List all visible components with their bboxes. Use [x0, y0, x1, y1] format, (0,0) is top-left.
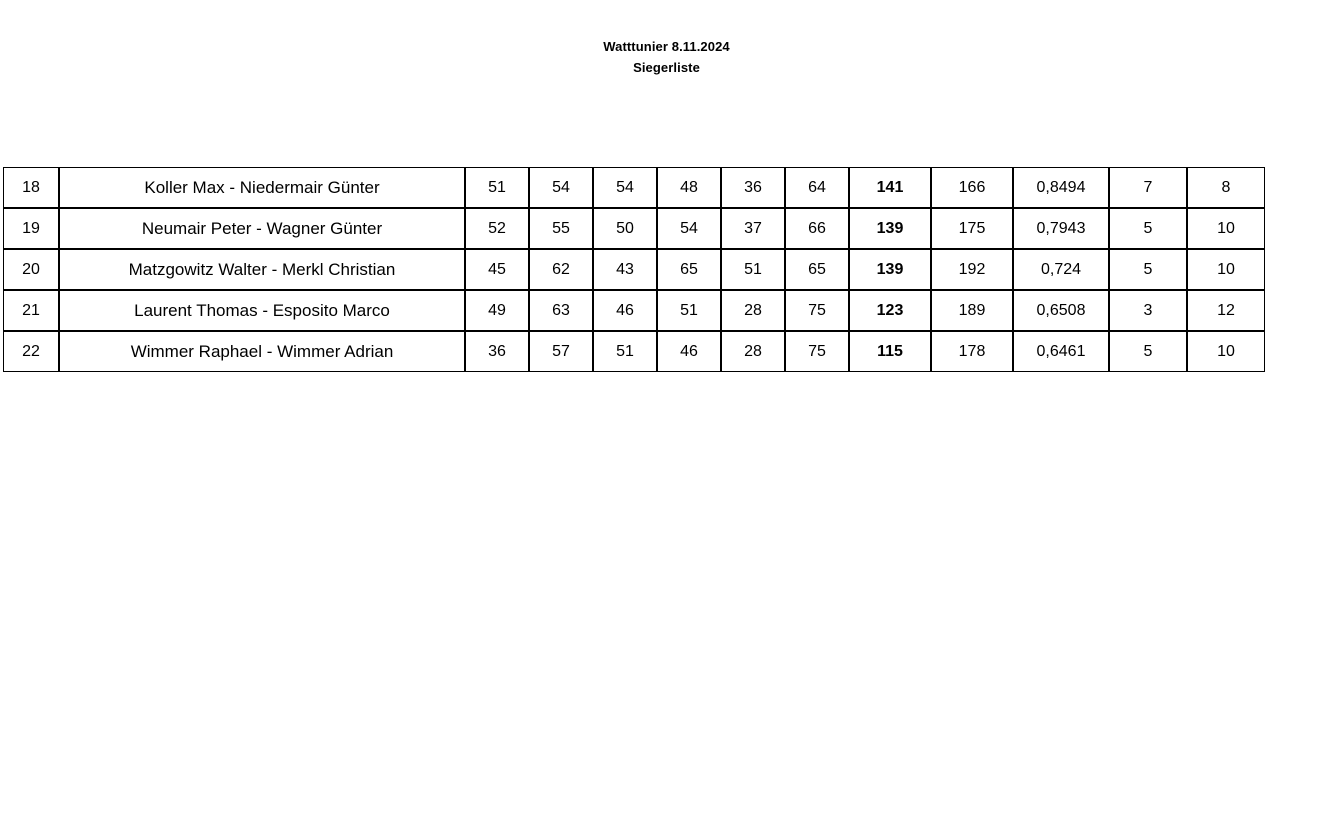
- cell-game3-score-b: 64: [785, 167, 849, 208]
- cell-quotient: 0,6508: [1013, 290, 1109, 331]
- cell-games-lost: 10: [1187, 249, 1265, 290]
- cell-total-points: 123: [849, 290, 931, 331]
- cell-team-names: Matzgowitz Walter - Merkl Christian: [59, 249, 465, 290]
- cell-total-points: 141: [849, 167, 931, 208]
- cell-game3-score-b: 66: [785, 208, 849, 249]
- cell-game1-score-a: 51: [465, 167, 529, 208]
- cell-team-names: Koller Max - Niedermair Günter: [59, 167, 465, 208]
- cell-team-names: Laurent Thomas - Esposito Marco: [59, 290, 465, 331]
- table-row: [3, 290, 1265, 331]
- cell-points-against: 189: [931, 290, 1013, 331]
- cell-game2-score-a: 46: [593, 290, 657, 331]
- cell-games-won: 7: [1109, 167, 1187, 208]
- cell-game2-score-b: 48: [657, 167, 721, 208]
- cell-points-against: 175: [931, 208, 1013, 249]
- cell-points-against: 166: [931, 167, 1013, 208]
- cell-quotient: 0,7943: [1013, 208, 1109, 249]
- cell-game1-score-b: 54: [529, 167, 593, 208]
- cell-points-against: 178: [931, 331, 1013, 372]
- cell-game2-score-a: 50: [593, 208, 657, 249]
- cell-game3-score-a: 28: [721, 331, 785, 372]
- cell-games-won: 5: [1109, 208, 1187, 249]
- cell-rank: 21: [3, 290, 59, 331]
- cell-game1-score-b: 55: [529, 208, 593, 249]
- cell-games-lost: 10: [1187, 208, 1265, 249]
- cell-games-lost: 12: [1187, 290, 1265, 331]
- results-table-container: [3, 167, 1243, 372]
- cell-rank: 22: [3, 331, 59, 372]
- table-row: [3, 249, 1265, 290]
- cell-game3-score-b: 75: [785, 331, 849, 372]
- cell-game1-score-a: 36: [465, 331, 529, 372]
- table-row: [3, 167, 1265, 208]
- table-row: [3, 331, 1265, 372]
- cell-game2-score-a: 51: [593, 331, 657, 372]
- cell-games-lost: 8: [1187, 167, 1265, 208]
- cell-team-names: Neumair Peter - Wagner Günter: [59, 208, 465, 249]
- cell-points-against: 192: [931, 249, 1013, 290]
- cell-rank: 18: [3, 167, 59, 208]
- cell-game2-score-a: 43: [593, 249, 657, 290]
- cell-games-lost: 10: [1187, 331, 1265, 372]
- cell-games-won: 3: [1109, 290, 1187, 331]
- cell-rank: 19: [3, 208, 59, 249]
- cell-game1-score-a: 52: [465, 208, 529, 249]
- cell-game1-score-a: 49: [465, 290, 529, 331]
- results-table-body: [3, 167, 1265, 372]
- results-table: [3, 167, 1265, 372]
- cell-game2-score-b: 51: [657, 290, 721, 331]
- cell-game2-score-b: 46: [657, 331, 721, 372]
- table-row: [3, 208, 1265, 249]
- cell-team-names: Wimmer Raphael - Wimmer Adrian: [59, 331, 465, 372]
- cell-quotient: 0,6461: [1013, 331, 1109, 372]
- cell-games-won: 5: [1109, 331, 1187, 372]
- page-title-line1: Watttunier 8.11.2024: [603, 39, 730, 54]
- cell-game1-score-b: 63: [529, 290, 593, 331]
- cell-total-points: 139: [849, 208, 931, 249]
- cell-game1-score-b: 62: [529, 249, 593, 290]
- page-title: [0, 36, 1333, 78]
- cell-games-won: 5: [1109, 249, 1187, 290]
- cell-game2-score-b: 65: [657, 249, 721, 290]
- cell-rank: 20: [3, 249, 59, 290]
- cell-quotient: 0,8494: [1013, 167, 1109, 208]
- cell-game1-score-b: 57: [529, 331, 593, 372]
- page-title-line2: Siegerliste: [633, 60, 700, 75]
- cell-total-points: 115: [849, 331, 931, 372]
- cell-game3-score-a: 51: [721, 249, 785, 290]
- cell-game2-score-b: 54: [657, 208, 721, 249]
- cell-game3-score-a: 37: [721, 208, 785, 249]
- cell-game3-score-a: 28: [721, 290, 785, 331]
- cell-game2-score-a: 54: [593, 167, 657, 208]
- cell-game3-score-b: 65: [785, 249, 849, 290]
- cell-game1-score-a: 45: [465, 249, 529, 290]
- cell-quotient: 0,724: [1013, 249, 1109, 290]
- cell-game3-score-b: 75: [785, 290, 849, 331]
- cell-total-points: 139: [849, 249, 931, 290]
- cell-game3-score-a: 36: [721, 167, 785, 208]
